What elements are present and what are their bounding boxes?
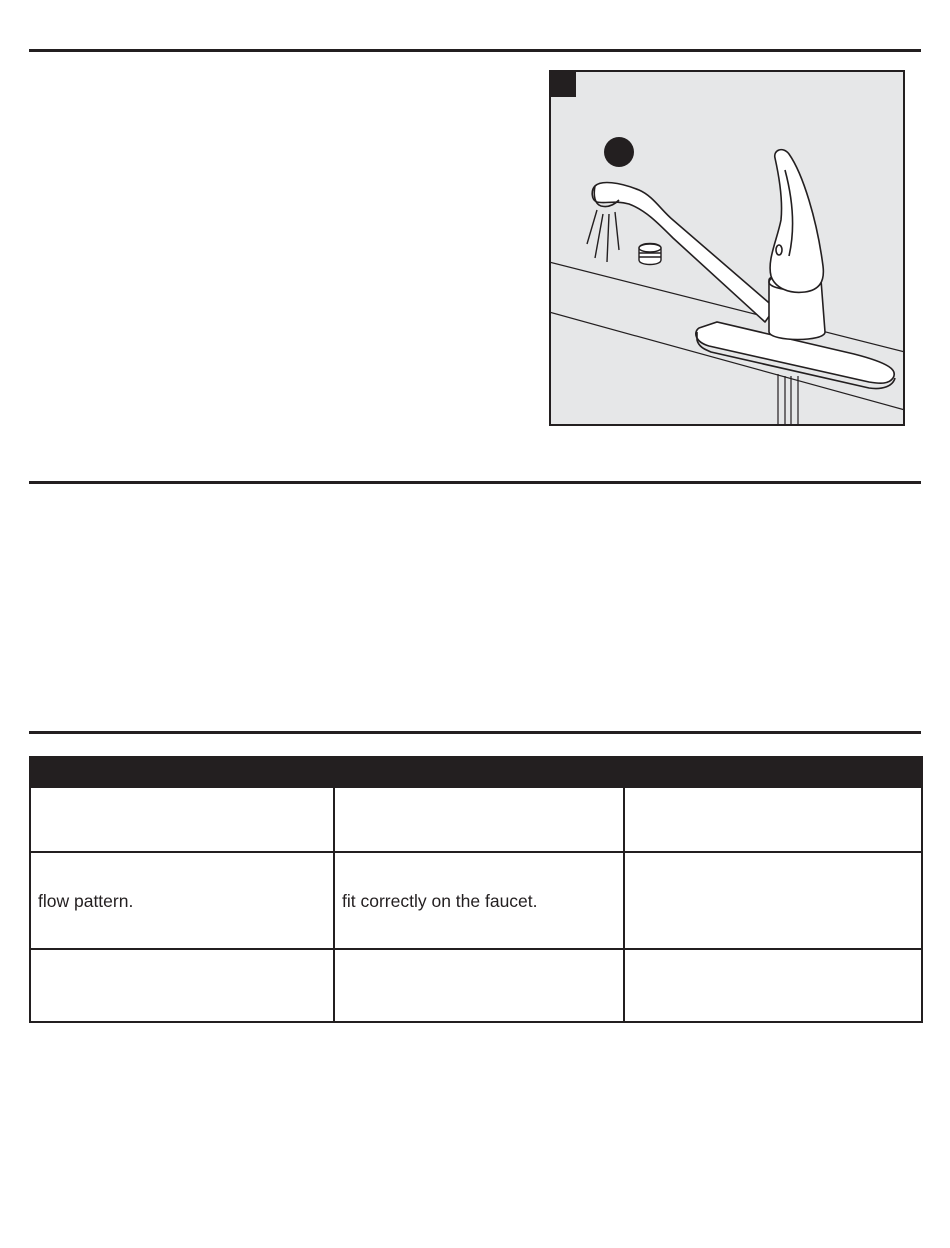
cause-cell xyxy=(334,787,624,852)
header-cell-cause xyxy=(334,756,624,787)
troubleshooting-table xyxy=(29,756,923,1023)
section-divider-middle xyxy=(29,481,921,484)
callout-circle xyxy=(604,137,634,167)
solution-cell xyxy=(624,787,922,852)
section-divider-bottom xyxy=(29,731,921,734)
table-header-row xyxy=(30,756,922,787)
faucet-illustration xyxy=(549,70,905,426)
problem-cell: flow pattern. xyxy=(30,852,334,949)
solution-cell xyxy=(624,852,922,949)
header-cell-problem xyxy=(30,756,334,787)
table-row xyxy=(30,787,922,852)
section-divider-top xyxy=(29,49,921,52)
cause-cell: fit correctly on the faucet. xyxy=(334,852,624,949)
header-cell-solution xyxy=(624,756,922,787)
step-number-box xyxy=(549,70,576,97)
cause-cell xyxy=(334,949,624,1022)
table-row xyxy=(30,852,922,949)
problem-cell xyxy=(30,787,334,852)
solution-cell xyxy=(624,949,922,1022)
problem-cell xyxy=(30,949,334,1022)
aerator-icon xyxy=(639,244,661,265)
table-row xyxy=(30,949,922,1022)
